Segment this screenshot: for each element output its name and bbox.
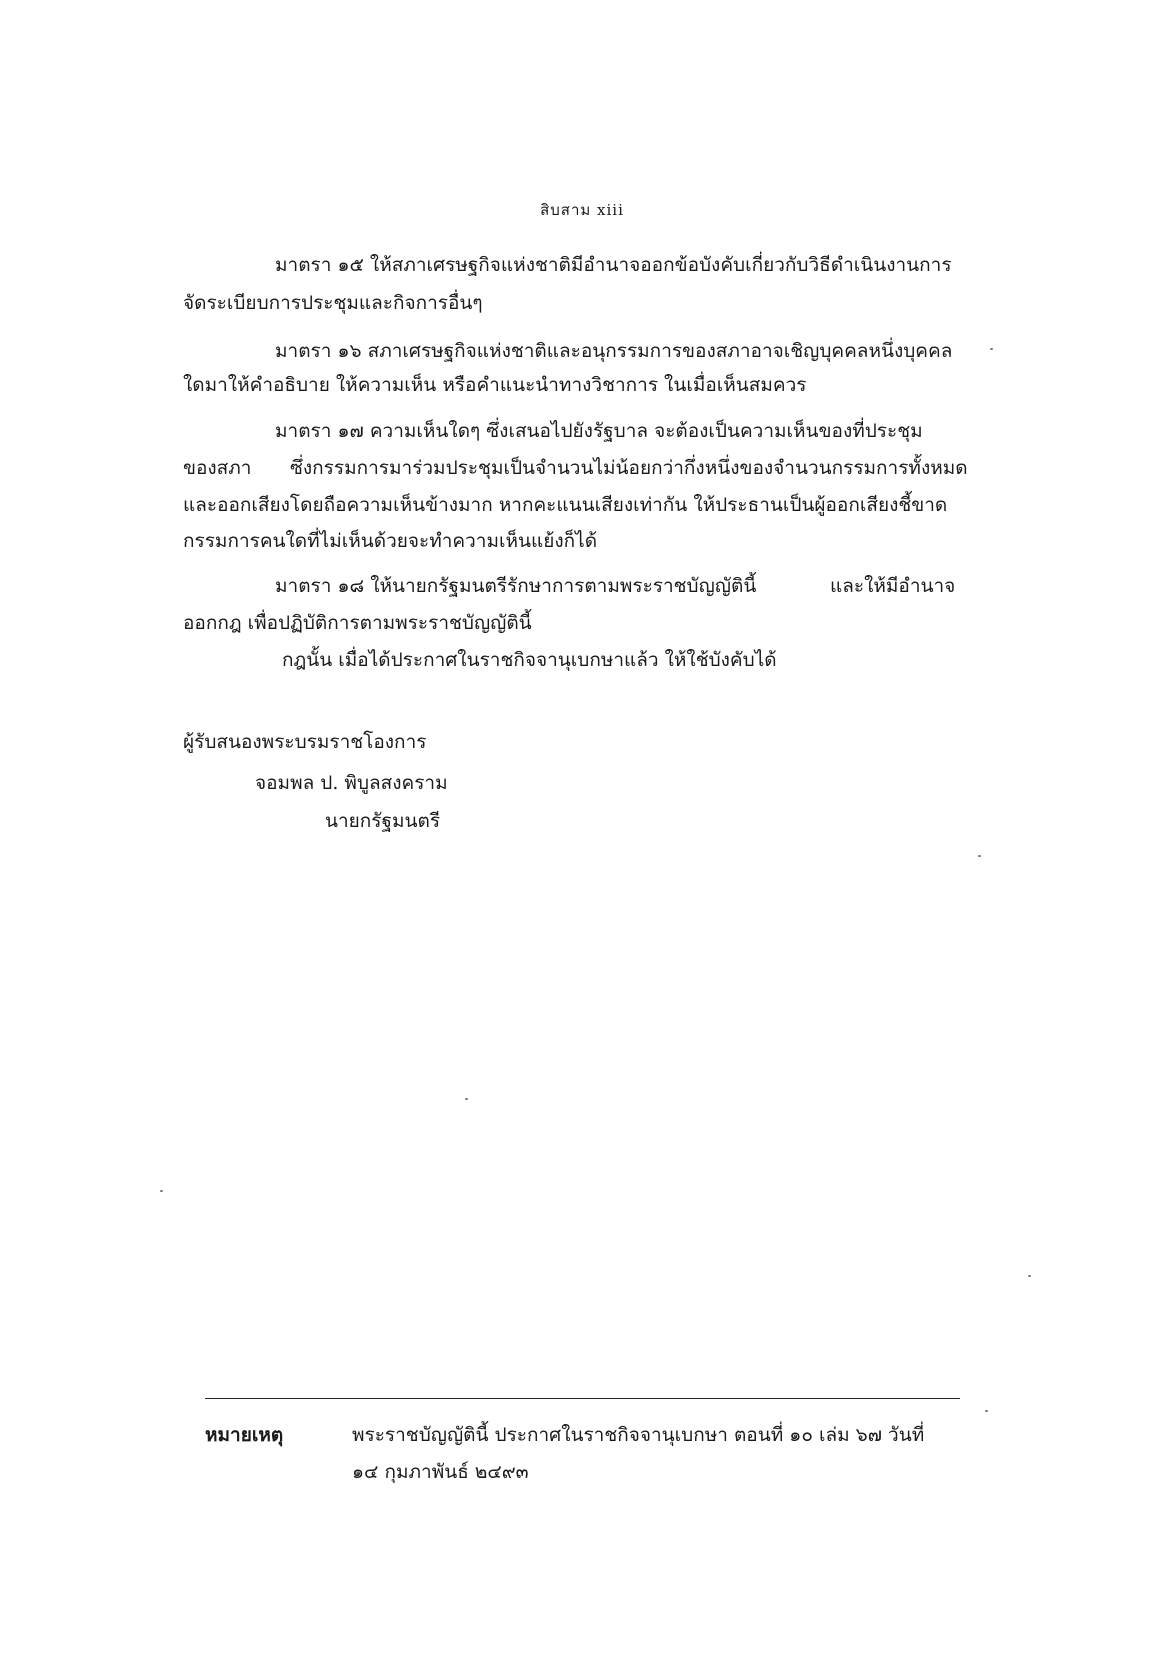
section-17-line-2a: ของสภา	[183, 457, 252, 479]
scan-speck	[990, 348, 993, 350]
section-15-line-1: มาตรา ๑๕ ให้สภาเศรษฐกิจแห่งชาติมีอำนาจออกข้อบังคับเกี่ยวกับวิธีดำเนินงานการ	[275, 254, 952, 276]
footnote-line-2: ๑๔ กุมภาพันธ์ ๒๔๙๓	[352, 1461, 529, 1483]
scan-speck	[985, 1410, 988, 1412]
section-18-line-1b: และให้มีอำนาจ	[830, 575, 956, 597]
section-18-line-1a: มาตรา ๑๘ ให้นายกรัฐมนตรีรักษาการตามพระราชบัญญัตินี้	[275, 575, 757, 597]
scan-speck	[160, 1190, 163, 1192]
section-17-line-1: มาตรา ๑๗ ความเห็นใดๆ ซึ่งเสนอไปยังรัฐบาล จะต้องเป็นความเห็นของที่ประชุม	[275, 420, 923, 442]
section-16-line-1: มาตรา ๑๖ สภาเศรษฐกิจแห่งชาติและอนุกรรมการของสภาอาจเชิญบุคคลหนึ่งบุคคล	[275, 340, 953, 362]
section-18-line-2: ออกกฎ เพื่อปฏิบัติการตามพระราชบัญญัตินี้	[183, 612, 532, 634]
section-15-line-2: จัดระเบียบการประชุมและกิจการอื่นๆ	[183, 292, 483, 314]
section-16-line-2: ใดมาให้คำอธิบาย ให้ความเห็น หรือคำแนะนำทางวิชาการ ในเมื่อเห็นสมควร	[183, 374, 807, 396]
scan-speck	[1028, 1275, 1031, 1277]
scan-speck	[465, 1098, 468, 1100]
section-18-line-3: กฎนั้น เมื่อได้ประกาศในราชกิจจานุเบกษาแล้ว ให้ใช้บังคับได้	[282, 649, 777, 671]
signatory-title: นายกรัฐมนตรี	[325, 810, 441, 832]
footnote-label: หมายเหตุ	[205, 1424, 284, 1446]
section-17-line-2b: ซึ่งกรรมการมาร่วมประชุมเป็นจำนวนไม่น้อยกว่ากึ่งหนึ่งของจำนวนกรรมการทั้งหมด	[290, 457, 968, 479]
signatory-name: จอมพล ป. พิบูลสงคราม	[255, 772, 448, 794]
scan-speck	[978, 855, 981, 857]
page-header: สิบสาม xiii	[540, 201, 624, 219]
section-17-line-4: กรรมการคนใดที่ไม่เห็นด้วยจะทำความเห็นแย้งก็ได้	[183, 530, 598, 552]
section-17-line-3: และออกเสียงโดยถือความเห็นข้างมาก หากคะแนนเสียงเท่ากัน ให้ประธานเป็นผู้ออกเสียงชี้ขาด	[183, 494, 948, 516]
countersign-label: ผู้รับสนองพระบรมราชโองการ	[183, 731, 427, 753]
footnote-rule	[205, 1398, 960, 1399]
footnote-line-1: พระราชบัญญัตินี้ ประกาศในราชกิจจานุเบกษา ตอนที่ ๑๐ เล่ม ๖๗ วันที่	[352, 1424, 925, 1446]
